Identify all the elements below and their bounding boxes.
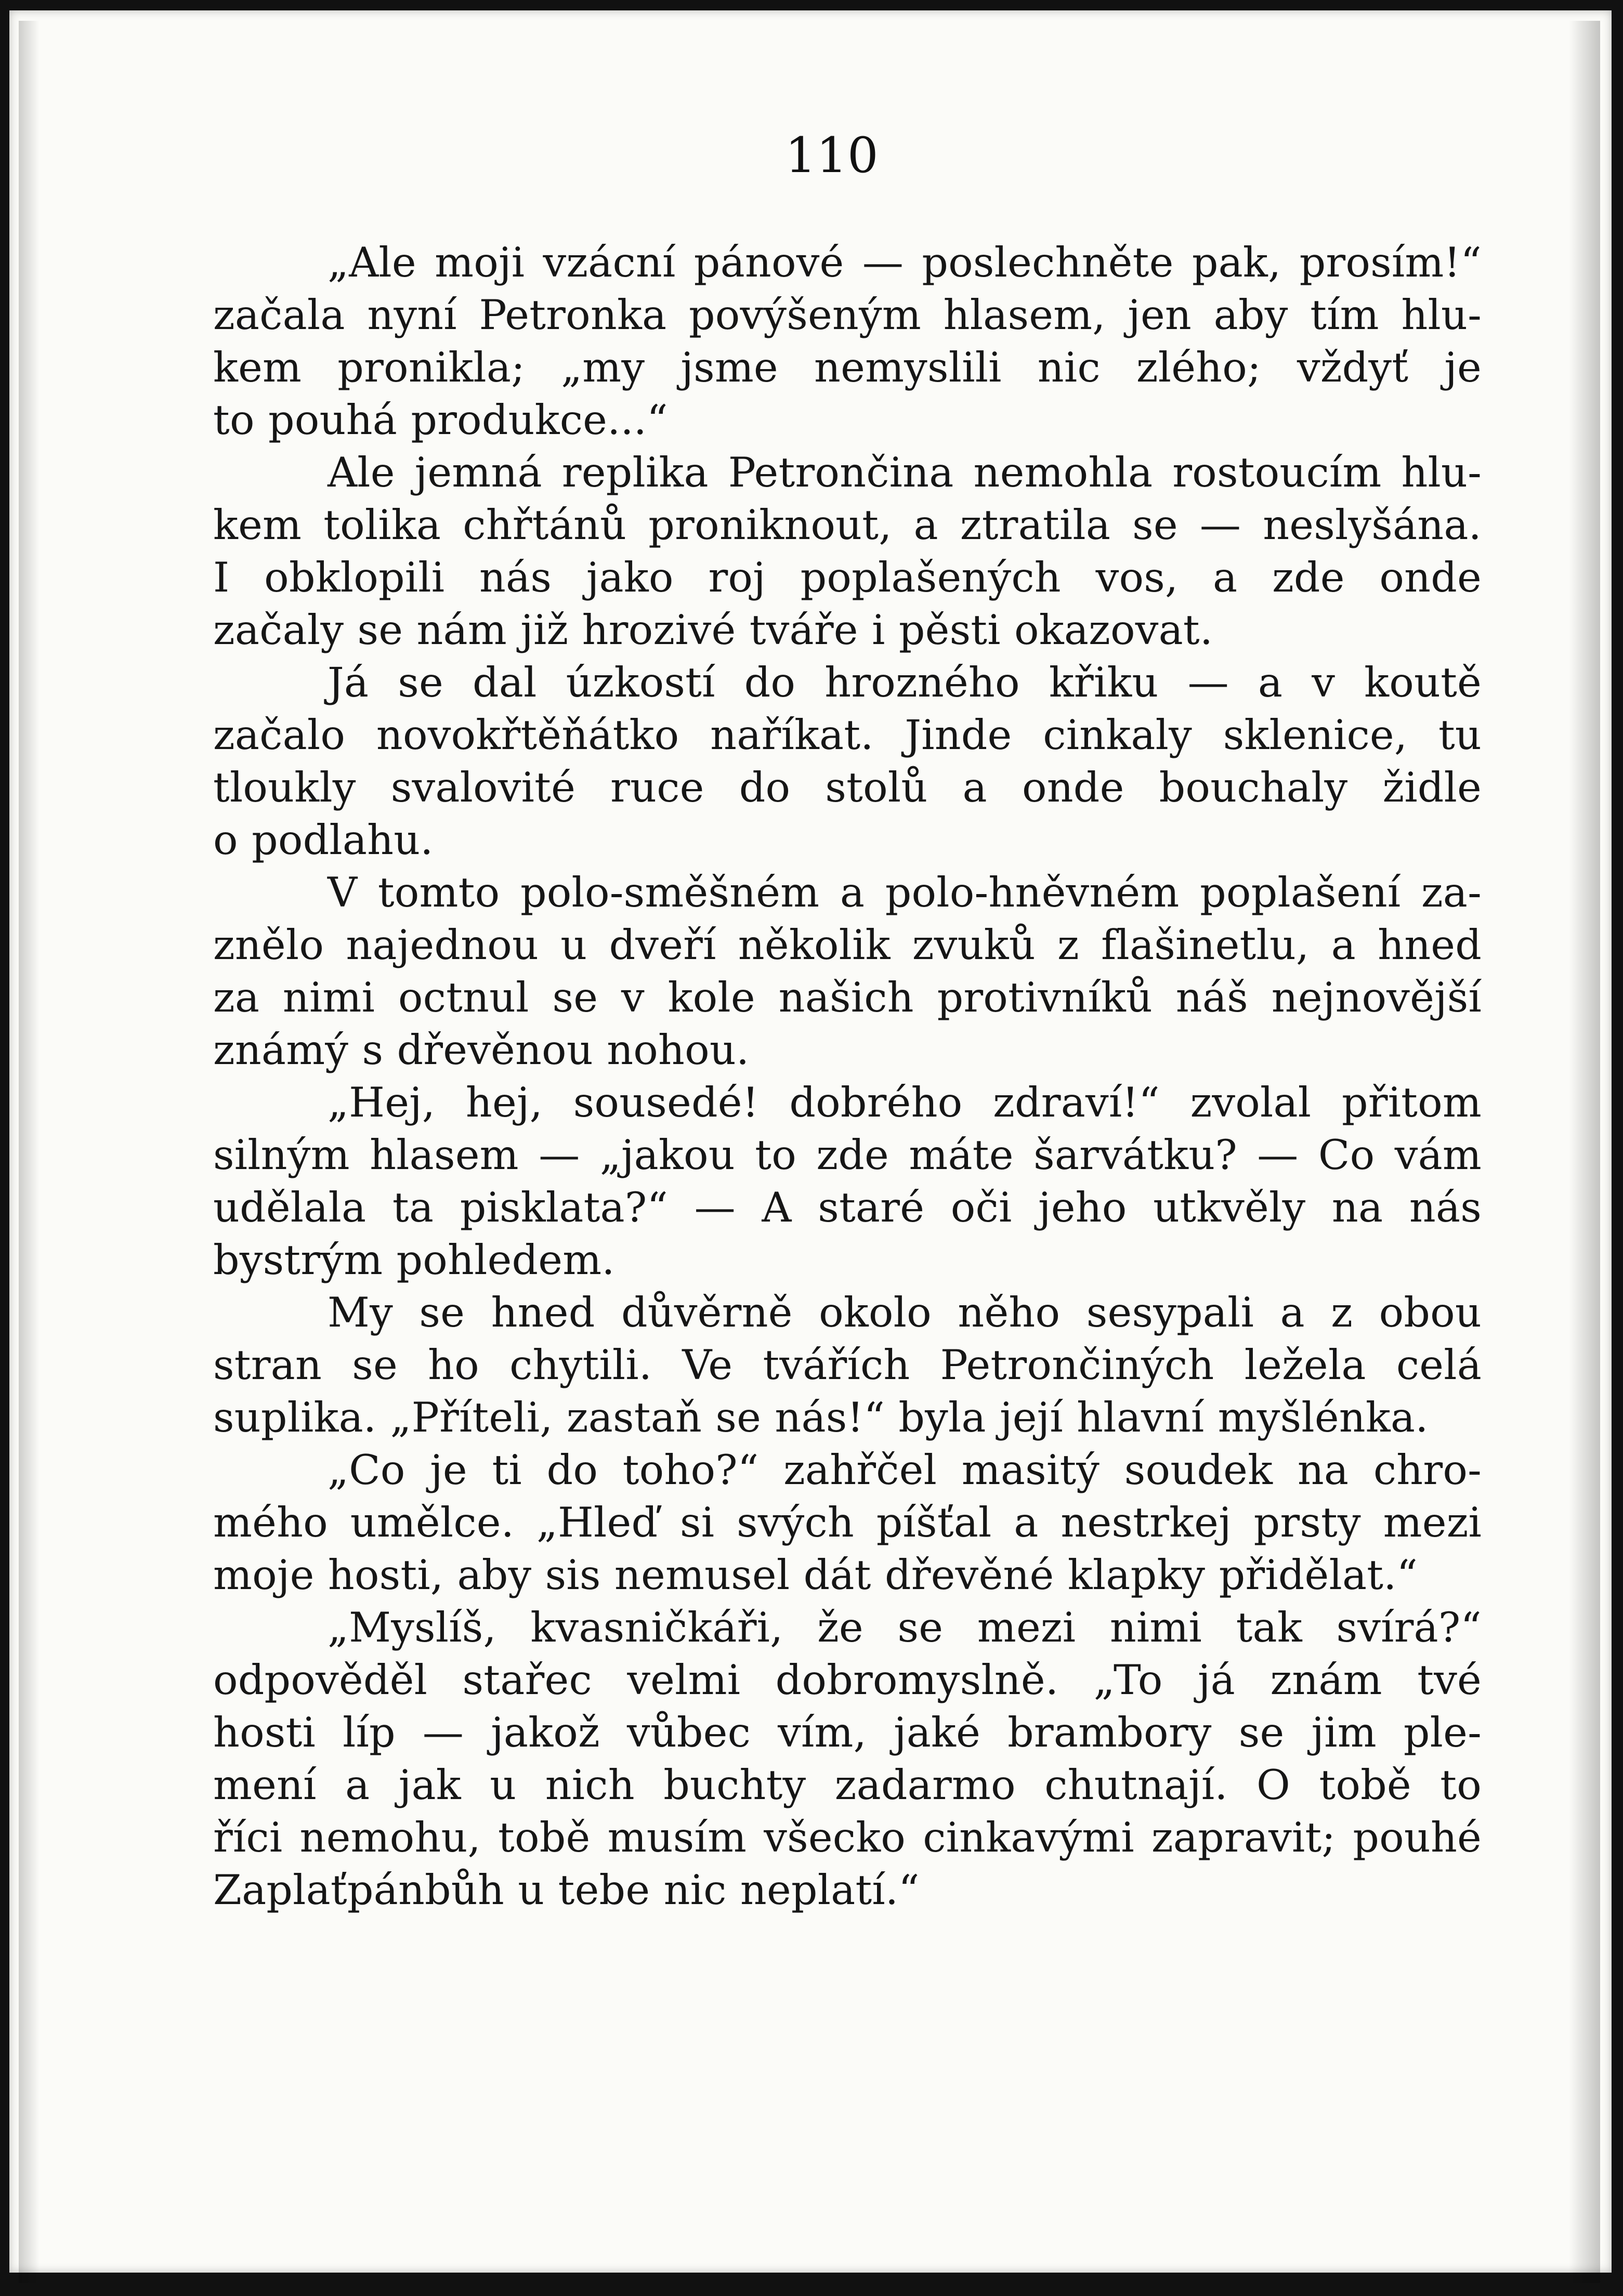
paragraph xyxy=(213,657,1482,867)
text-line: hosti líp — jakož vůbec vím, jaké brambory se jim ple- xyxy=(213,1709,1482,1756)
page-text xyxy=(213,237,1482,1917)
page-number: 110 xyxy=(785,127,879,184)
text-line: suplika. „Příteli, zastaň se nás!“ byla její hlavní myšlénka. xyxy=(213,1394,1429,1441)
text-line: Ale jemná replika Petrončina nemohla rostoucím hlu- xyxy=(328,449,1482,496)
text-line: mení a jak u nich buchty zadarmo chutnají. O tobě to xyxy=(213,1761,1482,1809)
text-line: bystrým pohledem. xyxy=(213,1236,615,1284)
text-line: říci nemohu, tobě musím všecko cinkavými zapravit; pouhé xyxy=(213,1814,1482,1861)
text-line: stran se ho chytili. Ve tvářích Petrončiných ležela celá xyxy=(213,1341,1482,1389)
paragraph xyxy=(213,237,1482,447)
text-line: „Ale moji vzácní pánové — poslechněte pak, prosím!“ xyxy=(328,239,1482,286)
text-line: „Myslíš, kvasničkáři, že se mezi nimi tak svírá?“ xyxy=(328,1604,1482,1651)
text-line: „Co je ti do toho?“ zahřčel masitý soudek na chro- xyxy=(328,1446,1482,1494)
text-line: kem pronikla; „my jsme nemyslili nic zlého; vždyť je xyxy=(213,344,1482,391)
paragraph xyxy=(213,1077,1482,1287)
text-line: udělala ta pisklata?“ — A staré oči jeho utkvěly na nás xyxy=(213,1184,1482,1231)
text-line: začala nyní Petronka povýšeným hlasem, jen aby tím hlu- xyxy=(213,291,1482,339)
paragraph xyxy=(213,867,1482,1077)
text-line: Já se dal úzkostí do hrozného křiku — a v koutě xyxy=(328,659,1482,706)
text-line: kem tolika chřtánů proniknout, a ztratila se — neslyšána. xyxy=(213,501,1482,549)
text-line: moje hosti, aby sis nemusel dát dřevěné klapky přidělat.“ xyxy=(213,1551,1418,1599)
text-line: silným hlasem — „jakou to zde máte šarvátku? — Co vám xyxy=(213,1131,1482,1179)
text-line: to pouhá produkce...“ xyxy=(213,396,668,444)
text-line: o podlahu. xyxy=(213,816,434,864)
text-line: znělo najednou u dveří několik zvuků z flašinetlu, a hned xyxy=(213,921,1482,969)
paragraph xyxy=(213,447,1482,657)
text-line: mého umělce. „Hleď si svých píšťal a nestrkej prsty mezi xyxy=(213,1499,1482,1546)
text-line: Zaplaťpánbůh u tebe nic neplatí.“ xyxy=(213,1866,920,1914)
text-line: V tomto polo-směšném a polo-hněvném poplašení za- xyxy=(328,869,1482,916)
text-line: odpověděl stařec velmi dobromyslně. „To já znám tvé xyxy=(213,1656,1482,1704)
text-line: začalo novokřtěňátko naříkat. Jinde cinkaly sklenice, tu xyxy=(213,711,1482,759)
text-line: začaly se nám již hrozivé tváře i pěsti okazovat. xyxy=(213,606,1213,654)
paragraph xyxy=(213,1287,1482,1444)
text-line: tloukly svalovité ruce do stolů a onde bouchaly židle xyxy=(213,764,1482,811)
text-line: I obklopili nás jako roj poplašených vos, a zde onde xyxy=(213,554,1482,601)
page-shadow-right xyxy=(1569,21,1600,2283)
paragraph xyxy=(213,1602,1482,1917)
paragraph xyxy=(213,1444,1482,1602)
text-line: „Hej, hej, sousedé! dobrého zdraví!“ zvolal přitom xyxy=(328,1079,1482,1126)
text-line: známý s dřevěnou nohou. xyxy=(213,1026,750,1074)
text-line: za nimi octnul se v kole našich protivníků náš nejnovější xyxy=(213,974,1482,1021)
text-line: My se hned důvěrně okolo něho sesypali a z obou xyxy=(328,1289,1482,1336)
page-shadow-left xyxy=(19,21,40,2283)
